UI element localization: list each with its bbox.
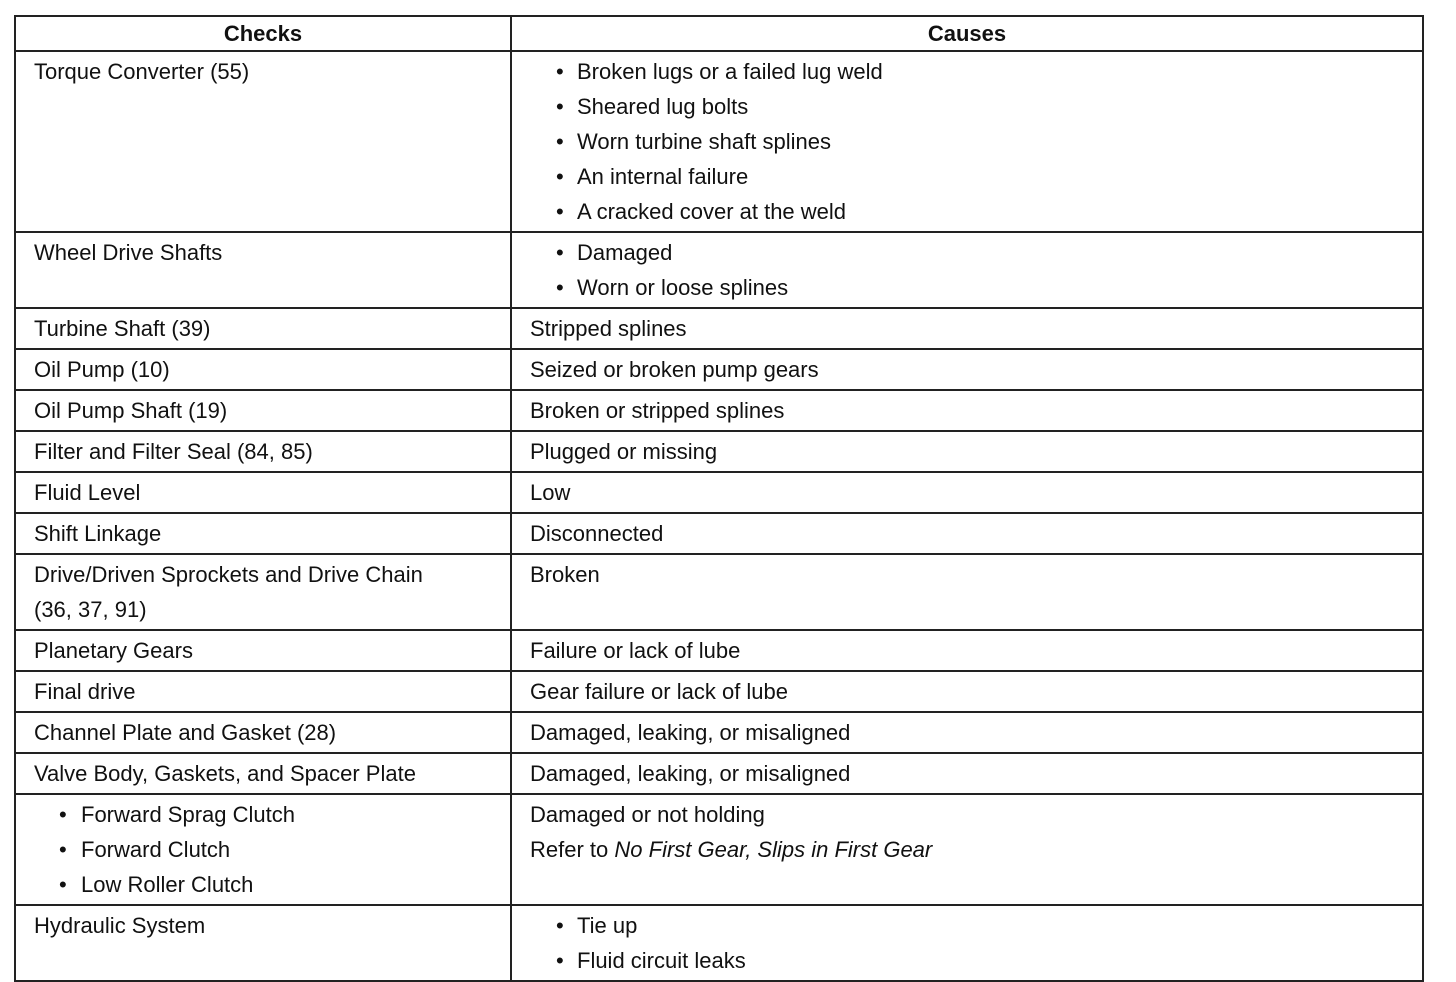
check-cell: Channel Plate and Gasket (28)	[15, 712, 511, 753]
table-row	[15, 513, 1423, 554]
header-row	[15, 16, 1423, 51]
check-cell: Hydraulic System	[15, 905, 511, 981]
table-row	[15, 794, 1423, 905]
list-item: • Fluid circuit leaks	[530, 943, 1412, 978]
table-row	[15, 51, 1423, 232]
check-cell: Oil Pump Shaft (19)	[15, 390, 511, 431]
check-line: Drive/Driven Sprockets and Drive Chain	[34, 562, 423, 587]
table-row	[15, 472, 1423, 513]
cause-list	[530, 235, 1412, 305]
list-item: • Sheared lug bolts	[530, 89, 1412, 124]
check-cell: Valve Body, Gaskets, and Spacer Plate	[15, 753, 511, 794]
cause-cell: Gear failure or lack of lube	[511, 671, 1423, 712]
list-item: • Damaged	[530, 235, 1412, 270]
list-item: • Worn or loose splines	[530, 270, 1412, 305]
check-cell: Oil Pump (10)	[15, 349, 511, 390]
check-cell	[15, 794, 511, 905]
cause-cell: Low	[511, 472, 1423, 513]
cause-cell: Broken	[511, 554, 1423, 630]
table-row	[15, 554, 1423, 630]
list-item: • Low Roller Clutch	[34, 867, 500, 902]
table-row	[15, 905, 1423, 981]
table-row	[15, 431, 1423, 472]
check-cell: Turbine Shaft (39)	[15, 308, 511, 349]
cause-cell: Damaged, leaking, or misaligned	[511, 712, 1423, 753]
cause-cell: Damaged, leaking, or misaligned	[511, 753, 1423, 794]
table-row	[15, 753, 1423, 794]
list-item: • Broken lugs or a failed lug weld	[530, 54, 1412, 89]
cause-cell	[511, 794, 1423, 905]
list-item: • A cracked cover at the weld	[530, 194, 1412, 229]
table-row	[15, 712, 1423, 753]
cause-refer-line	[530, 832, 1412, 867]
table-row	[15, 349, 1423, 390]
check-line: (36, 37, 91)	[34, 597, 147, 622]
table-row	[15, 390, 1423, 431]
table-row	[15, 232, 1423, 308]
check-cell: Shift Linkage	[15, 513, 511, 554]
list-item: • Worn turbine shaft splines	[530, 124, 1412, 159]
diagnosis-table	[14, 15, 1424, 982]
cause-list	[530, 54, 1412, 229]
table-row	[15, 671, 1423, 712]
check-cell: Planetary Gears	[15, 630, 511, 671]
cause-cell: Disconnected	[511, 513, 1423, 554]
check-cell: Filter and Filter Seal (84, 85)	[15, 431, 511, 472]
list-item: • Forward Sprag Clutch	[34, 797, 500, 832]
cause-cell: Seized or broken pump gears	[511, 349, 1423, 390]
header-causes: Causes	[511, 16, 1423, 51]
cause-cell: Broken or stripped splines	[511, 390, 1423, 431]
check-list	[34, 797, 500, 902]
list-item: • Forward Clutch	[34, 832, 500, 867]
header-checks: Checks	[15, 16, 511, 51]
check-cell: Wheel Drive Shafts	[15, 232, 511, 308]
list-item: • An internal failure	[530, 159, 1412, 194]
cause-list	[530, 908, 1412, 978]
cause-cell: Stripped splines	[511, 308, 1423, 349]
refer-prefix: Refer to	[530, 837, 609, 862]
cause-cell	[511, 51, 1423, 232]
check-cell: Torque Converter (55)	[15, 51, 511, 232]
table-row	[15, 630, 1423, 671]
refer-link-text: No First Gear, Slips in First Gear	[614, 837, 933, 862]
check-cell: Fluid Level	[15, 472, 511, 513]
check-cell: Final drive	[15, 671, 511, 712]
cause-cell: Plugged or missing	[511, 431, 1423, 472]
list-item: • Tie up	[530, 908, 1412, 943]
cause-line: Damaged or not holding	[530, 802, 765, 827]
cause-cell	[511, 905, 1423, 981]
check-cell	[15, 554, 511, 630]
cause-cell	[511, 232, 1423, 308]
cause-cell: Failure or lack of lube	[511, 630, 1423, 671]
table-row	[15, 308, 1423, 349]
